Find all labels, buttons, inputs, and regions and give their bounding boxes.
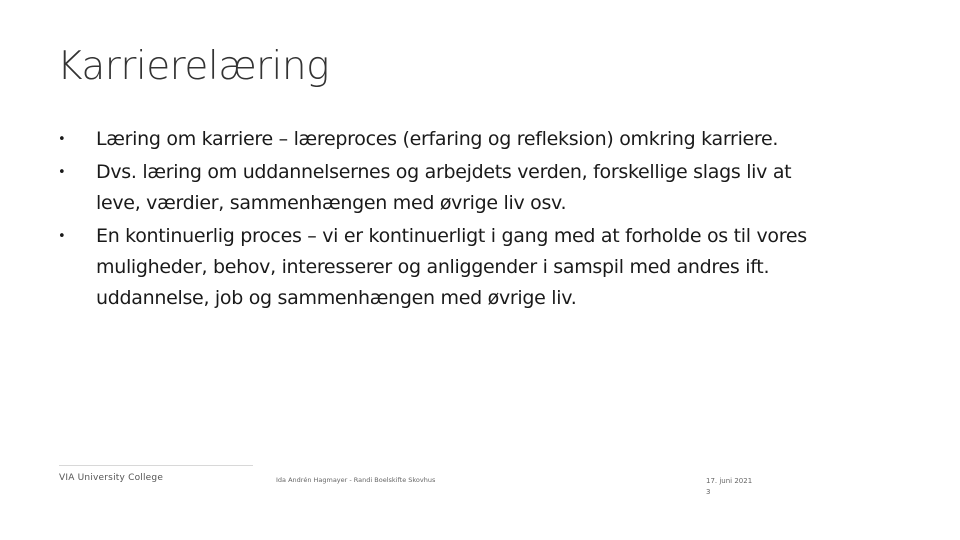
slide-title: Karrierelæring (57, 44, 329, 89)
bullet-icon: • (58, 229, 66, 244)
bullet-item (57, 221, 817, 314)
footer-logo: VIA University College (59, 473, 164, 483)
bullet-item (57, 157, 817, 219)
bullet-list (57, 124, 817, 316)
footer-date-block (706, 476, 752, 498)
bullet-icon: • (58, 132, 66, 147)
bullet-icon: • (58, 165, 66, 180)
bullet-item (57, 124, 817, 155)
bullet-text: En kontinuerlig proces – vi er kontinuerligt i gang med at forholde os til vores muligheder, behov, interesserer og anliggender i samspil med andres ift. uddannelse, job og sammenhængen med øvrige liv. (96, 225, 807, 309)
bullet-text: Læring om karriere – læreproces (erfaring og refleksion) omkring karriere. (96, 128, 779, 150)
page-number: 3 (706, 488, 711, 496)
footer-divider (59, 465, 253, 466)
footer-date: 17. juni 2021 (706, 477, 753, 485)
bullet-text: Dvs. læring om uddannelsernes og arbejdets verden, forskellige slags liv at leve, værdier, sammenhængen med øvrige liv osv. (96, 161, 792, 214)
footer-authors: Ida Andrén Hagmayer - Randi Boelskifte Skovhus (276, 476, 436, 484)
